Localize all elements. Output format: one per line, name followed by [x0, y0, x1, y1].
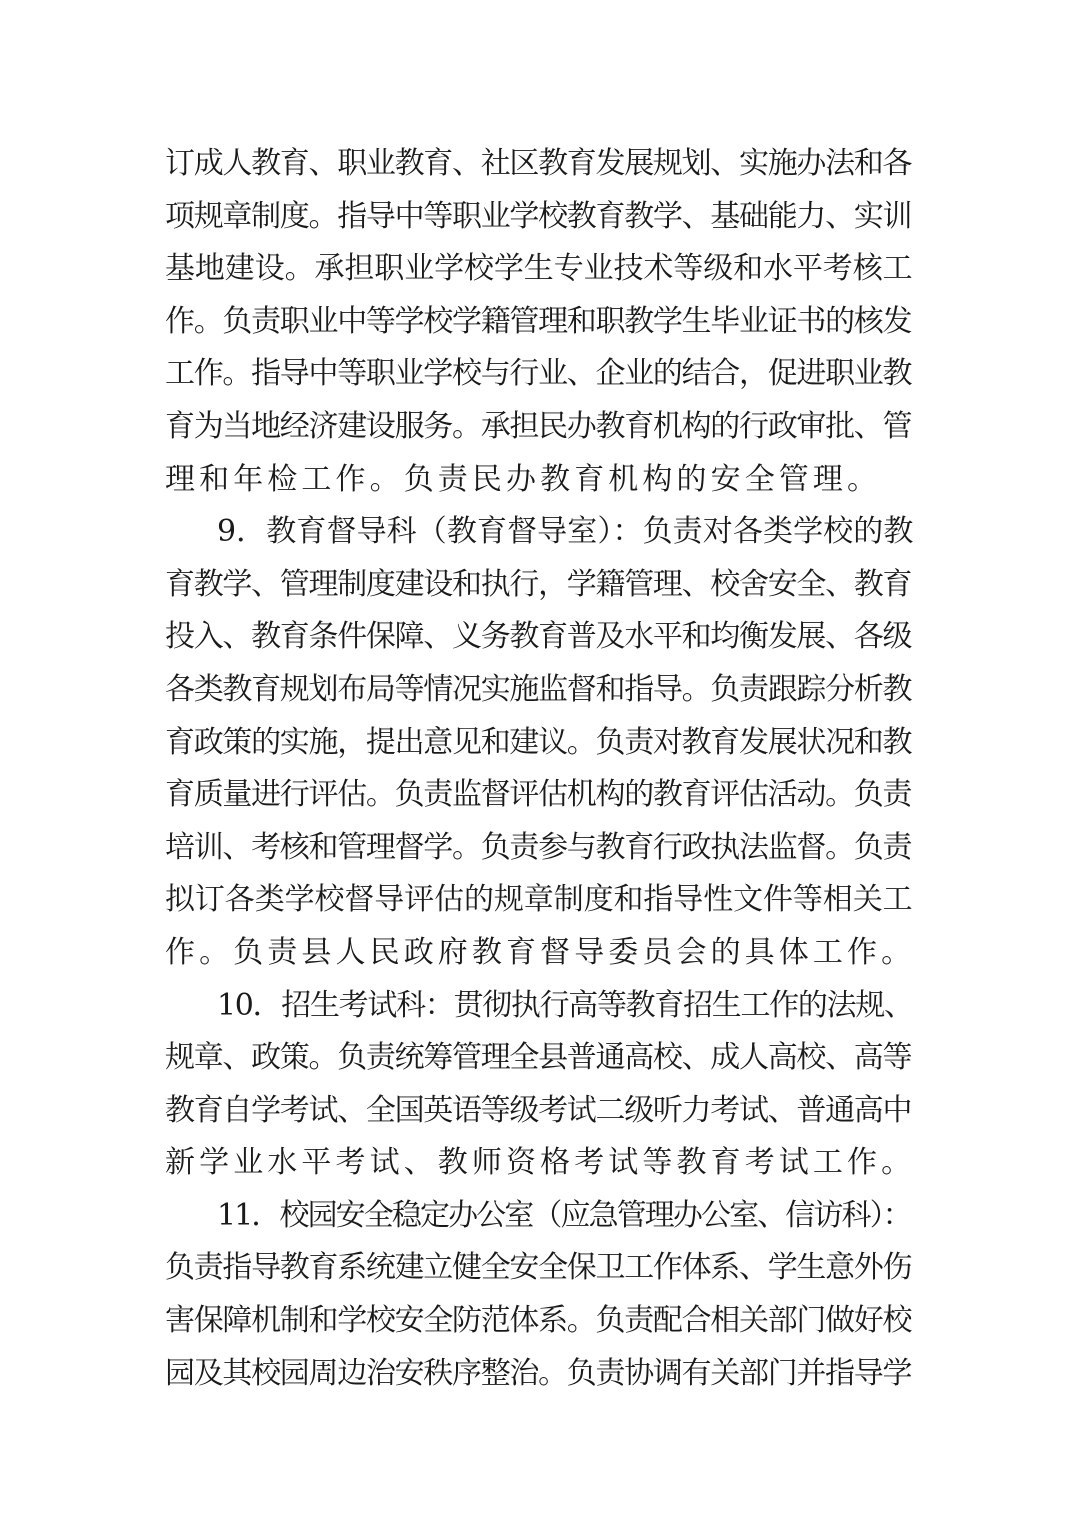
text-line: 各类教育规划布局等情况实施监督和指导。负责跟踪分析教 — [165, 671, 912, 707]
text-line: 工作。指导中等职业学校与行业、企业的结合，促进职业教 — [165, 356, 912, 392]
text-line: 作。负责职业中等学校学籍管理和职教学生毕业证书的核发 — [165, 303, 912, 339]
text-line: 培训、考核和管理督学。负责参与教育行政执法监督。负责 — [165, 829, 912, 865]
text-line: 育政策的实施，提出意见和建议。负责对教育发展状况和教 — [165, 724, 912, 760]
text-line: 订成人教育、职业教育、社区教育发展规划、实施办法和各 — [165, 146, 912, 181]
text-line: 项规章制度。指导中等职业学校教育教学、基础能力、实训 — [165, 198, 912, 234]
paragraph-start-line: 10．招生考试科：贯彻执行高等教育招生工作的法规、 — [217, 987, 913, 1023]
text-line: 基地建设。承担职业学校学生专业技术等级和水平考核工 — [165, 251, 913, 287]
text-line: 规章、政策。负责统筹管理全县普通高校、成人高校、高等 — [165, 1040, 912, 1076]
text-line: 投入、教育条件保障、义务教育普及水平和均衡发展、各级 — [165, 619, 912, 655]
text-line: 育为当地经济建设服务。承担民办教育机构的行政审批、管 — [165, 408, 912, 444]
text-line: 作。负责县人民政府教育督导委员会的具体工作。 — [165, 934, 916, 970]
text-line: 拟订各类学校督导评估的规章制度和指导性文件等相关工 — [165, 882, 913, 918]
text-line: 育质量进行评估。负责监督评估机构的教育评估活动。负责 — [165, 777, 912, 813]
text-line: 园及其校园周边治安秩序整治。负责协调有关部门并指导学 — [165, 1355, 912, 1391]
text-line: 育教学、管理制度建设和执行，学籍管理、校舍安全、教育 — [165, 566, 912, 602]
text-line: 负责指导教育系统建立健全安全保卫工作体系、学生意外伤 — [165, 1250, 912, 1286]
text-line: 新学业水平考试、教师资格考试等教育考试工作。 — [165, 1145, 916, 1181]
text-line: 理和年检工作。负责民办教育机构的安全管理。 — [165, 461, 882, 497]
paragraph-start-line: 9．教育督导科（教育督导室）：负责对各类学校的教 — [217, 514, 914, 550]
text-line: 害保障机制和学校安全防范体系。负责配合相关部门做好校 — [165, 1303, 912, 1339]
body-text — [165, 138, 915, 1400]
paragraph-start-line: 11．校园安全稳定办公室（应急管理办公室、信访科）： — [217, 1197, 911, 1233]
text-line: 教育自学考试、全国英语等级考试二级听力考试、普通高中 — [165, 1092, 912, 1128]
